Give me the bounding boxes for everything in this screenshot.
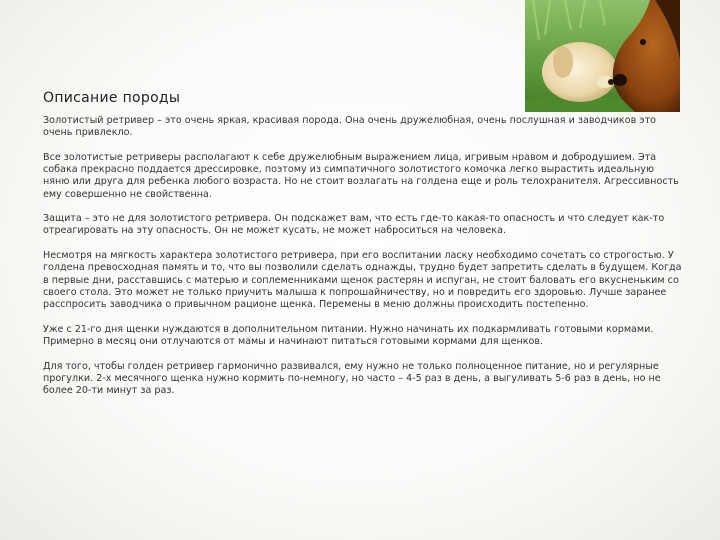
page-title: Описание породы — [43, 90, 181, 106]
paragraph: Золотистый ретривер – это очень яркая, красивая порода. Она очень дружелюбная, очень послушная и заводчиков это очень привлекло. — [43, 115, 657, 139]
paragraph: Защита – это не для золотистого ретривера. Он подскажет вам, что есть где-то какая-то опасность и что следует как-то отреагировать на эту опасность. Он не может кусать, не может наброситься на человека. — [43, 213, 665, 237]
paragraph: Для того, чтобы голден ретривер гармонично развивался, ему нужно не только полноценное питание, но и регулярные прогулки. 2-х месячного щенка нужно кормить по-немногу, но часто – 4-5 раз в день, а выгуливать 5-6 раз в день, но не более 20-ти минут за раз. — [43, 360, 661, 396]
dog-photo — [525, 0, 680, 112]
description-text — [43, 115, 683, 410]
paragraph: Несмотря на мягкость характера золотистого ретривера, при его воспитании ласку необходимо сочетать со строгостью. У голдена превосходная память и то, что вы позволили сделать однажды, трудно будет запретить сделать в будущем. Когда в первые дни, расставшись с матерью и соплеменниками щенок растерян и испуган, не стоит баловать его вкусненьким со своего стола. Это может не только приучить малыша к попрошайничеству, но и повредить его здоровью. Лучше заранее расспросить заводчика о привычном рационе щенка. Перемены в меню должны происходить постепенно. — [43, 250, 682, 310]
paragraph: Уже с 21-го дня щенки нуждаются в дополнительном питании. Нужно начинать их подкармливать готовыми кормами. Примерно в месяц они отлучаются от мамы и начинают питаться готовыми кормами для щенков. — [43, 323, 654, 347]
paragraph: Все золотистые ретриверы располагают к себе дружелюбным выражением лица, игривым нравом и добродушием. Эта собака прекрасно поддается дрессировке, поэтому из симпатичного золотистого комочка легко вырастить идеальную няню или друга для ребенка любого возраста. Но не стоит возлагать на голдена еще и роль телохранителя. Агрессивность ему совершенно не свойственна. — [43, 151, 679, 200]
